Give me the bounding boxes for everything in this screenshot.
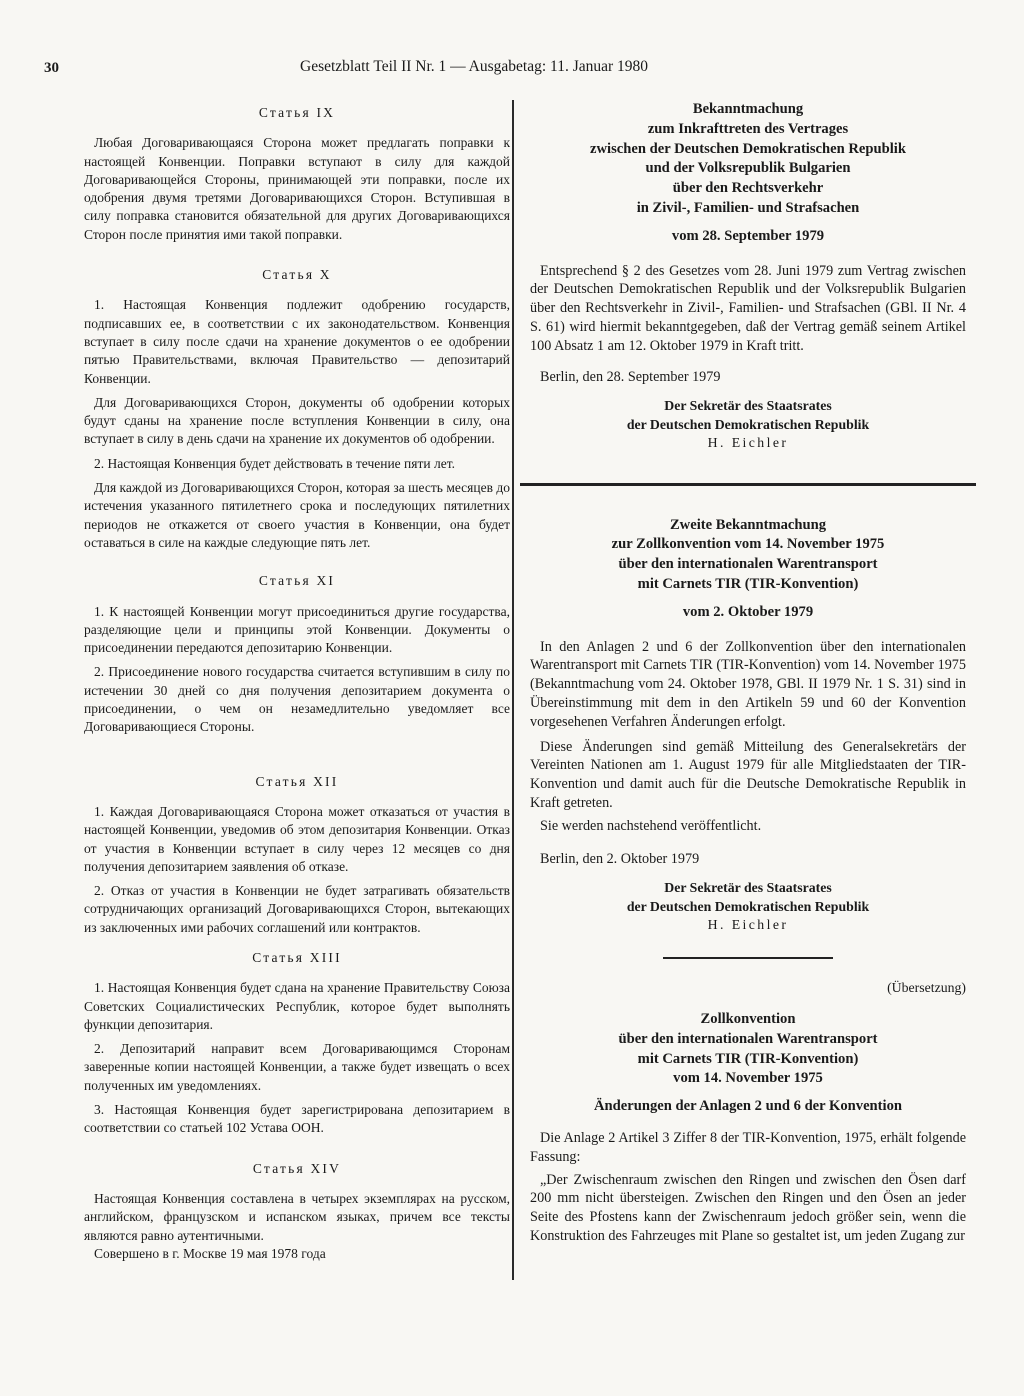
paragraph: 3. Настоящая Конвенция будет зарегистрирована депозитарием в соответствии со статьей 102 Устава ООН. — [84, 1102, 510, 1136]
article-title: Статья XII — [255, 773, 339, 789]
notice-title-line: über den internationalen Warentransport — [618, 556, 878, 573]
short-divider — [663, 957, 833, 959]
signer-title: Der Sekretär des Staatsrates — [664, 398, 832, 414]
notice-treaty-bulgaria — [530, 100, 966, 453]
article-10 — [84, 266, 510, 552]
paragraph: Совершено в г. Москве 19 мая 1978 года — [94, 1245, 326, 1261]
notice-title-line: mit Carnets TIR (TIR-Konvention) — [637, 576, 859, 593]
translation-label: (Übersetzung) — [887, 980, 966, 996]
notice-tir-second — [530, 516, 966, 936]
paragraph: 1. Настоящая Конвенция будет сдана на хранение Правительству Союза Советских Социалистических Республик, которое будет выполнять функции депозитария. — [84, 980, 510, 1032]
paragraph: Diese Änderungen sind gemäß Mitteilung des Generalsekretärs der Vereinten Nationen am 1. August 1979 für alle Mitgliedstaaten der TIR-Konvention und damit auch für die Deutsche Demokratische Republik in Kraft getreten. — [530, 738, 966, 812]
paragraph: 2. Присоединение нового государства считается вступившим в силу по истечении 30 дней со дня получения депозитарием документа о присоединении, о чем он незамедлительно уведомляет все Договаривающиеся Стороны. — [84, 664, 510, 735]
paragraph: 2. Настоящая Конвенция будет действовать в течение пяти лет. — [94, 455, 455, 471]
article-14 — [84, 1160, 510, 1263]
paragraph: 1. К настоящей Конвенции могут присоединиться другие государства, разделяющие цели и принципы этой Конвенции. Документы о присоединении передаются депозитарию Конвенции. — [84, 603, 510, 656]
convention-title-line: über den internationalen Warentransport — [618, 1030, 878, 1047]
notice-body: Entsprechend § 2 des Gesetzes vom 28. Juni 1979 zum Vertrag zwischen der Deutschen Demokratischen Republik und der Volksrepublik Bulgarien über den Rechtsverkehr in Zivil-, Familien- und Strafsachen (GBl. II Nr. 4 S. 61) wird hiermit bekanntgegeben, daß der Vertrag gemäß seinem Artikel 100 Absatz 1 am 12. Oktober 1979 in Kraft tritt. — [530, 262, 966, 354]
article-title: Статья XI — [258, 573, 336, 589]
article-title: Статья X — [262, 267, 332, 283]
article-title: Статья XIII — [252, 949, 342, 965]
article-title: Статья IX — [258, 105, 336, 120]
notice-title-line: in Zivil-, Familien- und Strafsachen — [636, 199, 860, 216]
article-title: Статья XIV — [252, 1160, 342, 1176]
notice-date: vom 28. September 1979 — [671, 227, 825, 244]
right-column — [530, 100, 966, 1246]
running-header: Gesetzblatt Teil II Nr. 1 — Ausgabetag: 11. Januar 1980 — [300, 58, 649, 75]
article-13 — [84, 949, 510, 1138]
signer-title: der Deutschen Demokratischen Republik — [626, 417, 870, 433]
left-column — [84, 104, 510, 1263]
notice-title-line: über den Rechtsverkehr — [672, 180, 824, 197]
amendments-subtitle: Änderungen der Anlagen 2 und 6 der Konvention — [593, 1098, 903, 1115]
section-divider — [520, 483, 976, 486]
notice-date: vom 2. Oktober 1979 — [682, 603, 814, 620]
paragraph: Настоящая Конвенция составлена в четырех экземплярах на русском, английском, французском и испанском языках, причем все тексты являются равно аутентичными. — [84, 1190, 510, 1243]
place-date: Berlin, den 2. Oktober 1979 — [540, 850, 700, 867]
column-divider — [512, 100, 514, 1280]
convention-title-line: Zollkonvention — [700, 1011, 796, 1027]
paragraph: Для Договаривающихся Сторон, документы об одобрении которых будут сданы на хранение после вступления Конвенции в силу, она вступает в силу в день сдачи на хранение их документов об одобрении. — [84, 394, 510, 447]
notice-title-line: zum Inkrafttreten des Vertrages — [647, 120, 849, 137]
signer-name: H. Eichler — [707, 435, 789, 451]
translation-section — [530, 979, 966, 1246]
convention-title-line: mit Carnets TIR (TIR-Konvention) — [637, 1050, 859, 1067]
notice-title-line: Bekanntmachung — [692, 101, 804, 117]
signer-title: der Deutschen Demokratischen Republik — [626, 899, 870, 915]
notice-title-line: und der Volksrepublik Bulgarien — [645, 160, 851, 177]
article-11 — [84, 572, 510, 736]
paragraph: In den Anlagen 2 und 6 der Zollkonvention über den internationalen Warentransport mit Carnets TIR (TIR-Konvention) vom 14. November 1975 (Bekanntmachung vom 24. Oktober 1978, GBl. II 1979 Nr. 1 S. 31) sind in Übereinstimmung mit dem in den Artikeln 59 und 60 der Konvention vorgesehenen Verfahren Änderungen erfolgt. — [530, 638, 966, 730]
notice-title-line: Zweite Bekanntmachung — [669, 516, 827, 533]
place-date: Berlin, den 28. September 1979 — [540, 368, 721, 385]
convention-title-line: vom 14. November 1975 — [673, 1070, 823, 1087]
paragraph: 1. Каждая Договаривающаяся Сторона может отказаться от участия в настоящей Конвенции, уведомив об этом депозитария Конвенции. Отказ от участия в Конвенции вступает в силу через 12 месяцев со дня получения депозитарием заявления об отказе. — [84, 803, 510, 874]
paragraph: Любая Договаривающаяся Сторона может предлагать поправки к настоящей Конвенции. Поправки вступают в силу для каждой Договаривающейся Стороны, принимающей эти поправки, после их одобрения двумя третями Договаривающихся Сторон. Вступившая в силу поправка становится обязательной для других Договаривающихся Сторон после принятия ими такой поправки. — [84, 135, 510, 242]
paragraph: Die Anlage 2 Artikel 3 Ziffer 8 der TIR-Konvention, 1975, erhält folgende Fassung: — [530, 1129, 966, 1165]
page-number: 30 — [44, 60, 59, 76]
paragraph: Для каждой из Договаривающихся Сторон, которая за шесть месяцев до истечения указанного пятилетнего срока и последующих пятилетних периодов не откажется от своего участия в Конвенции, она будет оставаться в силе на каждые следующие пять лет. — [84, 480, 510, 550]
quoted-paragraph: „Der Zwischenraum zwischen den Ringen und zwischen den Ösen darf 200 mm nicht übersteigen. Zwischen den Ringen und den Ösen an jeder Seite des Pfostens kann der Zwischenraum jedoch größer sein, wenn die Konstruktion des Fahrzeuges mit Plane so gestaltet ist, um jeden Zugang zur — [530, 1171, 966, 1244]
notice-title-line: zur Zollkonvention vom 14. November 1975 — [611, 536, 885, 553]
paragraph: 2. Депозитарий направит всем Договаривающимся Сторонам заверенные копии настоящей Конвенции, а также будет извещать о всех полученных им уведомлениях. — [84, 1041, 510, 1093]
paragraph: 2. Отказ от участия в Конвенции не будет затрагивать обязательств сотрудничающих организаций Договаривающихся Сторон, вытекающих из заключенных ими рабочих соглашений или контрактов. — [84, 883, 510, 935]
paragraph: Sie werden nachstehend veröffentlicht. — [540, 817, 762, 834]
notice-title-line: zwischen der Deutschen Demokratischen Republik — [590, 140, 906, 157]
paragraph: 1. Настоящая Конвенция подлежит одобрению государств, подписавших ее, в соответствии с их законодательством. Конвенция вступает в силу после сдачи на хранение документов о ее одобрении пятью Правительствами, включая Правительство — депозитарий Конвенции. — [84, 297, 510, 386]
signer-title: Der Sekretär des Staatsrates — [664, 880, 832, 896]
article-12 — [84, 773, 510, 937]
signer-name: H. Eichler — [707, 917, 789, 933]
article-9 — [84, 104, 510, 244]
